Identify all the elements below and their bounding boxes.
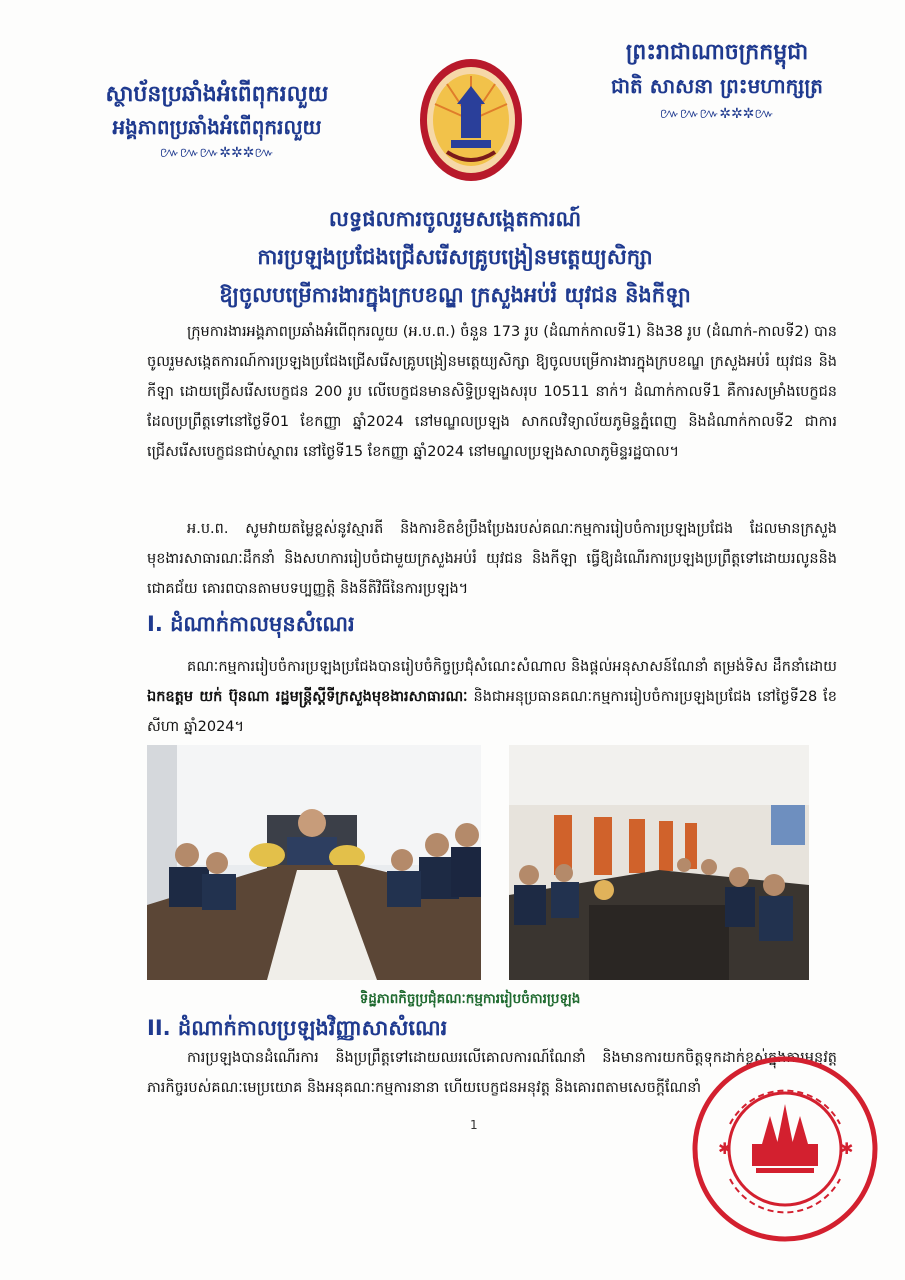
national-motto: ជាតិ សាសនា ព្រះមហាក្សត្រ (611, 74, 823, 98)
paragraph-pre-exam (147, 652, 837, 742)
svg-text:✱: ✱ (718, 1139, 732, 1158)
section-heading-1: I. ដំណាក់កាលមុនសំណេរ (147, 612, 355, 636)
header-ornament-left: ៚៚៚✲✲✲៚ (159, 145, 275, 161)
p3-text-a: គណៈកម្មការរៀបចំការប្រឡងប្រជែងបានរៀបចំកិច្ចប្រជុំសំណេះសំណាល និងផ្តល់អនុសាសន៍ណែនាំ តម្រង់ទិស ដឹកនាំដោយ (187, 659, 837, 675)
acu-logo-icon (417, 56, 525, 184)
svg-text:✱: ✱ (840, 1139, 854, 1158)
institution-header (92, 78, 342, 164)
p3-text-b: និងជាអនុប្រធានគណៈកម្មការរៀបចំការប្រឡងប្រជែង នៅថ្ងៃទី28 ខែសីហា ឆ្នាំ2024។ (147, 689, 837, 735)
official-seal-icon (690, 1054, 880, 1244)
document-title (70, 200, 840, 314)
paragraph-appreciation: អ.ប.ព. សូមវាយតម្លៃខ្ពស់នូវស្មារតី និងការខិតខំប្រឹងប្រែងរបស់គណៈកម្មការរៀបចំការប្រឡងប្រជែង ដែលមានក្រសួងមុខងារសាធារណៈដឹកនាំ និងសហការរៀបចំជាមួយក្រសួងអប់រំ យុវជន និងកីឡា ធ្វើឱ្យដំណើរការប្រឡងប្រព្រឹត្តទៅដោយរលូននិងជោគជ័យ គោរពបានតាមបទប្បញ្ញត្តិ និងនីតិវិធីនៃការប្រឡង។ (147, 521, 837, 597)
kingdom-name: ព្រះរាជាណាចក្រកម្ពុជា (625, 40, 809, 65)
paragraph-intro: ក្រុមការងារអង្គភាពប្រឆាំងអំពើពុករលួយ (អ.ប.ព.) ចំនួន 173 រូប (ដំណាក់កាលទី1) និង38 រូប (ដំណាក់-កាលទី2) បានចូលរួមសង្កេតការណ៍ការប្រឡងប្រជែងជ្រើសរើសគ្រូបង្រៀនមត្តេយ្យសិក្សា ឱ្យចូលបម្រើការងារក្នុងក្របខណ្ឌ ក្រសួងអប់រំ យុវជន និងកីឡា ដោយជ្រើសរើសបេក្ខជន 200 រូប លើបេក្ខជនមានសិទ្ធិប្រឡងសរុប 10511 នាក់។ ដំណាក់កាលទី1 គឺការសម្រាំងបេក្ខជន ដែលប្រព្រឹត្តទៅនៅថ្ងៃទី01 ខែកញ្ញា ឆ្នាំ2024 នៅមណ្ឌលប្រឡង សាកលវិទ្យាល័យភូមិន្ទភ្នំពេញ និងដំណាក់កាលទី2 ជាការជ្រើសរើសបេក្ខជនជាប់ស្ថាពរ នៅថ្ងៃទី15 ខែកញ្ញា ឆ្នាំ2024 នៅមណ្ឌលប្រឡងសាលាភូមិន្ទរដ្ឋបាល។ (147, 324, 837, 460)
title-line-3: ឱ្យចូលបម្រើការងារក្នុងក្របខណ្ឌ ក្រសួងអប់រំ យុវជន និងកីឡា (219, 283, 691, 307)
section-heading-2: II. ដំណាក់កាលប្រឡងវិញ្ញាសាសំណេរ (147, 1016, 448, 1040)
page-number: 1 (470, 1118, 478, 1132)
meeting-photo-hall (509, 745, 809, 980)
paragraph-written-exam: ការប្រឡងបានដំណើរការ និងប្រព្រឹត្តទៅដោយឈរលើគោលការណ៍ណែនាំ និងមានការយកចិត្តទុកដាក់ខ្ពស់ក្នុងការអនុវត្តភារកិច្ចរបស់គណៈមេប្រយោគ និងអនុគណៈកម្មការនានា ហើយបេក្ខជនអនុវត្ត និងគោរពតាមសេចក្តីណែនាំ (147, 1050, 837, 1096)
institution-name: ស្ថាប័នប្រឆាំងអំពើពុករលួយ (105, 82, 329, 107)
photo-caption: ទិដ្ឋភាពកិច្ចប្រជុំគណៈកម្មការរៀបចំការប្រឡង (359, 991, 581, 1007)
p3-text-bold: ឯកឧត្តម យក់ ប៊ុនណា រដ្ឋមន្ត្រីស្តីទីក្រសួងមុខងារសាធារណៈ (147, 689, 468, 705)
header-ornament-right: ៚៚៚✲✲✲៚ (659, 106, 775, 122)
kingdom-header (592, 36, 842, 126)
meeting-photo-chair (147, 745, 481, 980)
title-line-1: លទ្ធផលការចូលរួមសង្កេតការណ៍ (328, 207, 582, 231)
title-line-2: ការប្រឡងប្រជែងជ្រើសរើសគ្រូបង្រៀនមត្តេយ្យសិក្សា (257, 245, 653, 269)
unit-name: អង្គភាពប្រឆាំងអំពើពុករលួយ (112, 115, 322, 139)
